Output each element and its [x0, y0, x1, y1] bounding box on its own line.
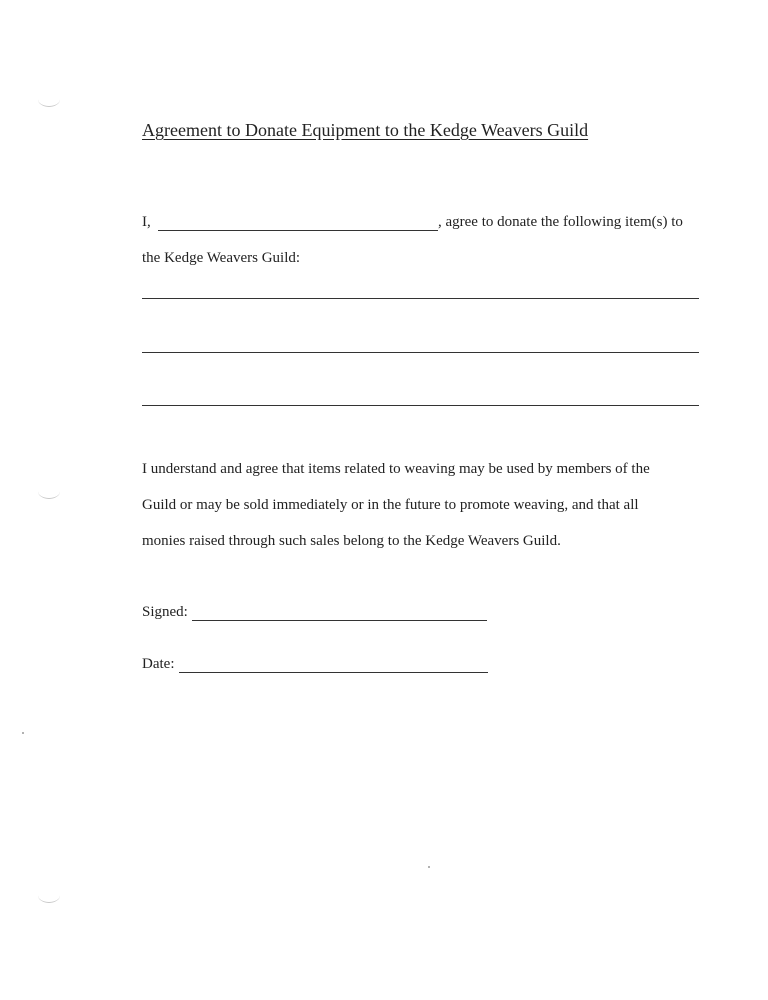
document-title: Agreement to Donate Equipment to the Kedge Weavers Guild [142, 120, 589, 140]
scan-speck [428, 866, 430, 868]
punch-hole-mark-middle [38, 484, 60, 499]
scan-speck [22, 732, 24, 734]
understanding-line-3: monies raised through such sales belong to the Kedge Weavers Guild. [142, 533, 561, 549]
date-label: Date: [142, 656, 175, 672]
understanding-line-1: I understand and agree that items related to weaving may be used by members of the [142, 461, 650, 477]
item-line-2[interactable] [142, 352, 699, 353]
recipient-line: the Kedge Weavers Guild: [142, 250, 301, 266]
item-line-1[interactable] [142, 298, 699, 299]
understanding-line-2: Guild or may be sold immediately or in the future to promote weaving, and that all [142, 497, 639, 513]
donor-suffix: , agree to donate the following item(s) to [438, 214, 683, 230]
donor-name-field[interactable] [158, 216, 438, 231]
punch-hole-mark-top [38, 92, 60, 107]
signed-label: Signed: [142, 604, 188, 620]
donor-prefix: I, [142, 214, 151, 230]
signature-field[interactable] [192, 606, 487, 621]
item-line-3[interactable] [142, 405, 699, 406]
punch-hole-mark-bottom [38, 888, 60, 903]
date-field[interactable] [179, 658, 488, 673]
